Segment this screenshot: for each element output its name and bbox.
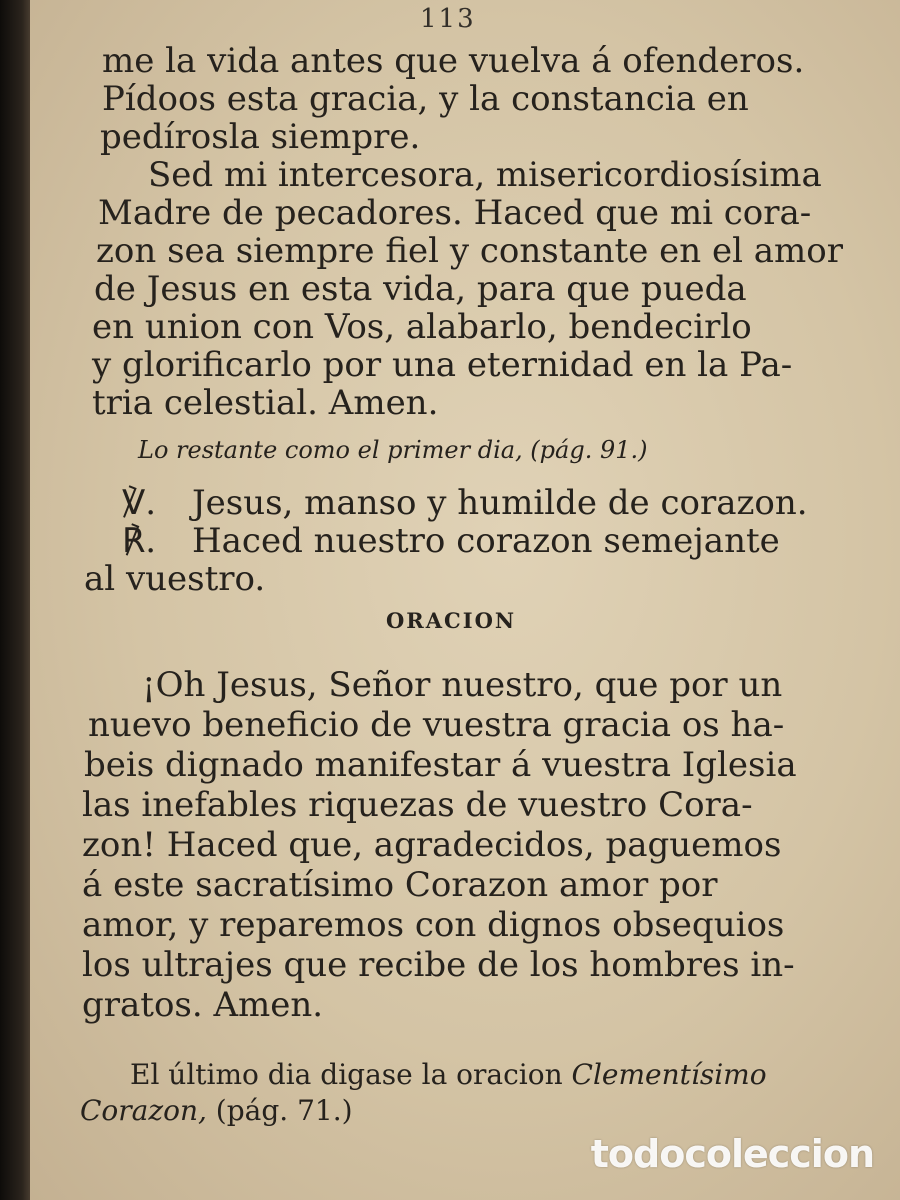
text-line: á este sacratísimo Corazon amor por [82,865,718,905]
page-number: 113 [420,4,476,34]
closing-prayer-title: Corazon, [80,1094,207,1127]
text-line: Madre de pecadores. Haced que mi cora- [98,193,812,233]
text-line: y glorificarlo por una eternidad en la Pa- [92,345,793,385]
response-text: Haced nuestro corazon semejante [192,521,780,561]
watermark-logo: todocoleccion [590,1132,874,1176]
closing-rubric-line2 [80,1094,353,1128]
text-line: gratos. Amen. [82,985,324,1025]
section-heading: ORACION [386,608,517,633]
response-line [122,522,780,560]
text-line: me la vida antes que vuelva á ofenderos. [102,41,805,81]
text-line: amor, y reparemos con dignos obsequios [82,905,785,945]
text-line: en union con Vos, alabarlo, bendecirlo [92,307,752,347]
text-line: ¡Oh Jesus, Señor nuestro, que por un [142,665,783,705]
text-line: tria celestial. Amen. [92,383,439,423]
text-line: pedírosla siempre. [100,117,421,157]
text-line: las inefables riquezas de vuestro Cora- [82,785,753,825]
text-line: nuevo beneficio de vuestra gracia os ha- [88,705,785,745]
closing-text: El último dia digase la oracion [130,1058,572,1091]
text-line: Sed mi intercesora, misericordiosísima [148,155,822,195]
closing-prayer-title: Clementísimo [571,1058,767,1091]
text-line: zon sea siempre fiel y constante en el amor [96,231,844,271]
response-symbol: ℟. [122,521,157,561]
text-line: beis dignado manifestar á vuestra Iglesia [84,745,797,785]
text-line: los ultrajes que recibe de los hombres in- [82,945,795,985]
versicle-symbol: ℣. [122,483,157,523]
text-line: de Jesus en esta vida, para que pueda [94,269,747,309]
closing-rubric-line1 [130,1058,767,1092]
versicle-text: Jesus, manso y humilde de corazon. [192,483,808,523]
closing-page-ref: (pág. 71.) [206,1094,353,1127]
text-line: al vuestro. [84,559,266,599]
rubric-note: Lo restante como el primer dia, (pág. 91.) [138,436,648,464]
book-page [30,0,900,1200]
text-line: Pídoos esta gracia, y la constancia en [102,79,749,119]
versicle-line [122,484,808,522]
text-line: zon! Haced que, agradecidos, paguemos [82,825,782,865]
